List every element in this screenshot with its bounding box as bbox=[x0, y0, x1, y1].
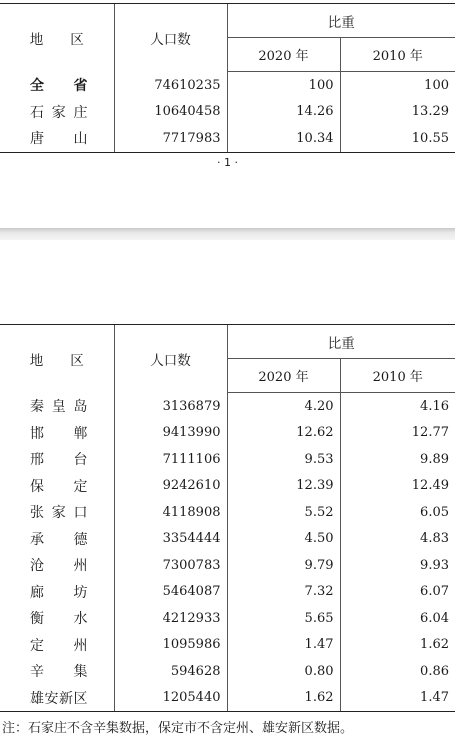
header-population: 人口数 bbox=[114, 4, 227, 72]
population-cell: 3136879 bbox=[114, 393, 227, 420]
table-row bbox=[0, 552, 455, 579]
header-ratio: 比重 bbox=[227, 4, 455, 38]
ratio-2010-cell: 4.83 bbox=[340, 526, 455, 553]
ratio-2020-cell: 1.47 bbox=[227, 632, 340, 659]
population-table-part-1 bbox=[0, 3, 455, 153]
header-population: 人口数 bbox=[114, 325, 227, 393]
ratio-2010-cell: 6.05 bbox=[340, 499, 455, 526]
header-region: 地 区 bbox=[0, 4, 114, 72]
ratio-2010-cell: 12.77 bbox=[340, 420, 455, 447]
ratio-2010-cell: 9.93 bbox=[340, 552, 455, 579]
ratio-2010-cell: 1.62 bbox=[340, 632, 455, 659]
population-cell: 74610235 bbox=[114, 72, 227, 99]
table-row bbox=[0, 446, 455, 473]
population-cell: 7111106 bbox=[114, 446, 227, 473]
page-separator bbox=[0, 228, 455, 240]
population-cell: 5464087 bbox=[114, 579, 227, 606]
ratio-2010-cell: 9.89 bbox=[340, 446, 455, 473]
population-cell: 3354444 bbox=[114, 526, 227, 553]
region-cell: 全省 bbox=[30, 78, 88, 94]
ratio-2020-cell: 0.80 bbox=[227, 658, 340, 685]
population-cell: 1095986 bbox=[114, 632, 227, 659]
population-cell: 1205440 bbox=[114, 685, 227, 712]
document-page-2 bbox=[0, 240, 455, 740]
region-cell: 唐山 bbox=[0, 125, 114, 152]
ratio-2010-cell: 1.47 bbox=[340, 685, 455, 712]
ratio-2020-cell: 100 bbox=[227, 72, 340, 99]
table-row bbox=[0, 393, 455, 420]
population-table-part-2 bbox=[0, 324, 455, 712]
ratio-2010-cell: 13.29 bbox=[340, 99, 455, 126]
region-cell: 定州 bbox=[30, 637, 88, 654]
population-cell: 7717983 bbox=[114, 125, 227, 152]
population-cell: 7300783 bbox=[114, 552, 227, 579]
population-cell: 9242610 bbox=[114, 473, 227, 500]
ratio-2020-cell: 4.50 bbox=[227, 526, 340, 553]
table-body-part-1 bbox=[0, 72, 455, 153]
table-row bbox=[0, 526, 455, 553]
ratio-2010-cell: 10.55 bbox=[340, 125, 455, 152]
header-year-2020: 2020 年 bbox=[227, 359, 340, 393]
ratio-2010-cell: 4.16 bbox=[340, 393, 455, 420]
header-year-2010: 2010 年 bbox=[340, 359, 455, 393]
region-cell: 保定 bbox=[30, 478, 88, 495]
ratio-2020-cell: 9.53 bbox=[227, 446, 340, 473]
ratio-2020-cell: 5.52 bbox=[227, 499, 340, 526]
region-cell: 石家庄 bbox=[30, 104, 88, 121]
table-row bbox=[0, 420, 455, 447]
ratio-2010-cell: 0.86 bbox=[340, 658, 455, 685]
ratio-2020-cell: 5.65 bbox=[227, 605, 340, 632]
ratio-2010-cell: 100 bbox=[340, 72, 455, 99]
population-cell: 4212933 bbox=[114, 605, 227, 632]
table-row bbox=[0, 125, 455, 152]
table-body-part-2 bbox=[0, 393, 455, 712]
ratio-2010-cell: 6.07 bbox=[340, 579, 455, 606]
table-row bbox=[0, 685, 455, 712]
region-cell: 沧州 bbox=[30, 558, 88, 575]
table-row bbox=[0, 473, 455, 500]
region-cell: 衡水 bbox=[30, 611, 88, 628]
region-cell: 邯郸 bbox=[30, 425, 88, 442]
region-cell: 廊坊 bbox=[30, 584, 88, 601]
header-year-2020: 2020 年 bbox=[227, 38, 340, 72]
ratio-2020-cell: 4.20 bbox=[227, 393, 340, 420]
ratio-2020-cell: 12.62 bbox=[227, 420, 340, 447]
table-row bbox=[0, 605, 455, 632]
table-row bbox=[0, 658, 455, 685]
table-row bbox=[0, 72, 455, 99]
region-cell: 邢台 bbox=[30, 452, 88, 469]
ratio-2020-cell: 10.34 bbox=[227, 125, 340, 152]
ratio-2020-cell: 12.39 bbox=[227, 473, 340, 500]
ratio-2020-cell: 9.79 bbox=[227, 552, 340, 579]
region-cell: 张家口 bbox=[30, 505, 88, 522]
population-cell: 10640458 bbox=[114, 99, 227, 126]
table-row bbox=[0, 99, 455, 126]
region-cell: 承德 bbox=[30, 531, 88, 548]
ratio-2020-cell: 14.26 bbox=[227, 99, 340, 126]
ratio-2010-cell: 12.49 bbox=[340, 473, 455, 500]
header-region: 地 区 bbox=[0, 325, 114, 393]
ratio-2010-cell: 6.04 bbox=[340, 605, 455, 632]
document-page-1 bbox=[0, 0, 455, 228]
table-row bbox=[0, 579, 455, 606]
region-cell: 辛集 bbox=[30, 664, 88, 681]
table-row bbox=[0, 499, 455, 526]
ratio-2020-cell: 7.32 bbox=[227, 579, 340, 606]
header-ratio: 比重 bbox=[227, 325, 455, 359]
ratio-2020-cell: 1.62 bbox=[227, 685, 340, 712]
population-cell: 4118908 bbox=[114, 499, 227, 526]
page-number: · 1 · bbox=[217, 156, 238, 169]
header-year-2010: 2010 年 bbox=[340, 38, 455, 72]
region-cell: 雄安新区 bbox=[0, 685, 114, 712]
table-row bbox=[0, 632, 455, 659]
region-cell: 秦皇岛 bbox=[30, 399, 88, 415]
footnote: 注：石家庄不含辛集数据，保定市不含定州、雄安新区数据。 bbox=[2, 721, 354, 736]
population-cell: 9413990 bbox=[114, 420, 227, 447]
population-cell: 594628 bbox=[114, 658, 227, 685]
